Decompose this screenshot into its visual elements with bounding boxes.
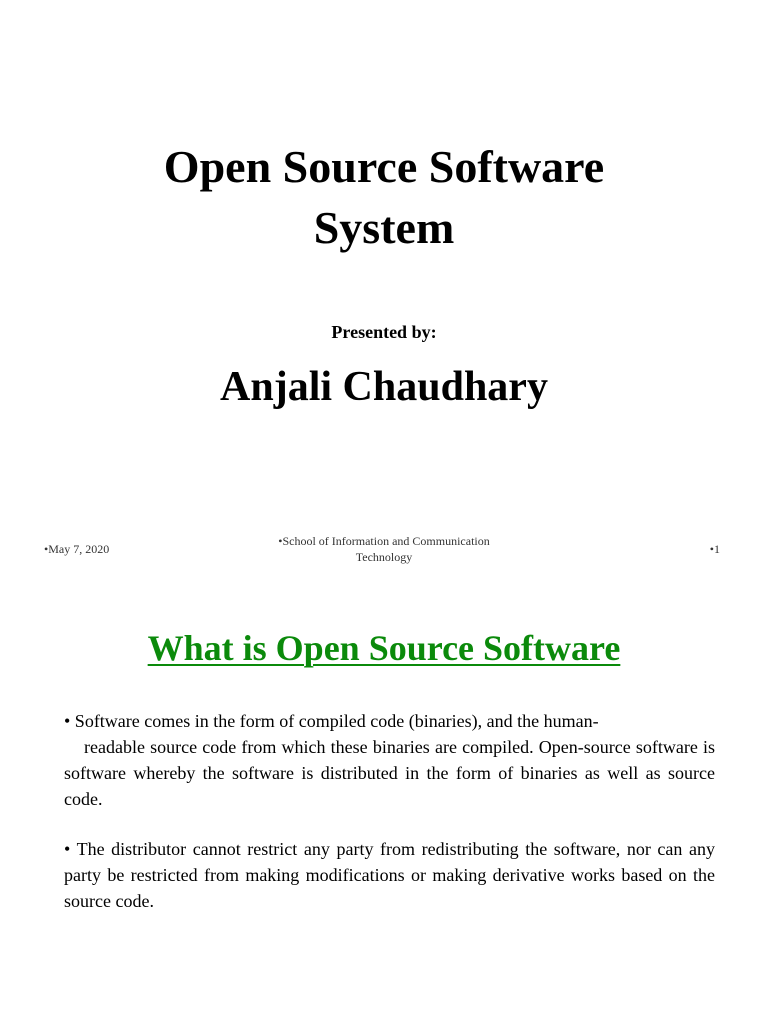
bullet-item [64, 836, 715, 914]
slide-heading: What is Open Source Software [147, 628, 621, 668]
bullet-text: readable source code from which these binaries are compiled. Open-source software is software whereby the software is distributed in the form of binaries as well as source code. [64, 737, 715, 809]
slide-title-line-2: System [313, 202, 455, 253]
slide-title [0, 136, 768, 258]
footer-page-number: •1 [709, 542, 720, 556]
bullet-text: • The distributor cannot restrict any party from redistributing the software, nor can any party be restricted from making modifications or making derivative works based on the source code. [64, 839, 715, 911]
slide-2 [0, 580, 768, 1024]
slide-title-line-1: Open Source Software [163, 141, 605, 192]
presented-by-label: Presented by: [331, 322, 437, 342]
bullet-item [64, 708, 715, 812]
footer-school: •School of Information and Communication Technology [278, 534, 490, 564]
footer-date: •May 7, 2020 [44, 542, 110, 556]
bullet-list [64, 708, 715, 938]
bullet-lead-line: • Software comes in the form of compiled code (binaries), and the human- [64, 711, 599, 731]
presenter-name: Anjali Chaudhary [220, 364, 548, 410]
